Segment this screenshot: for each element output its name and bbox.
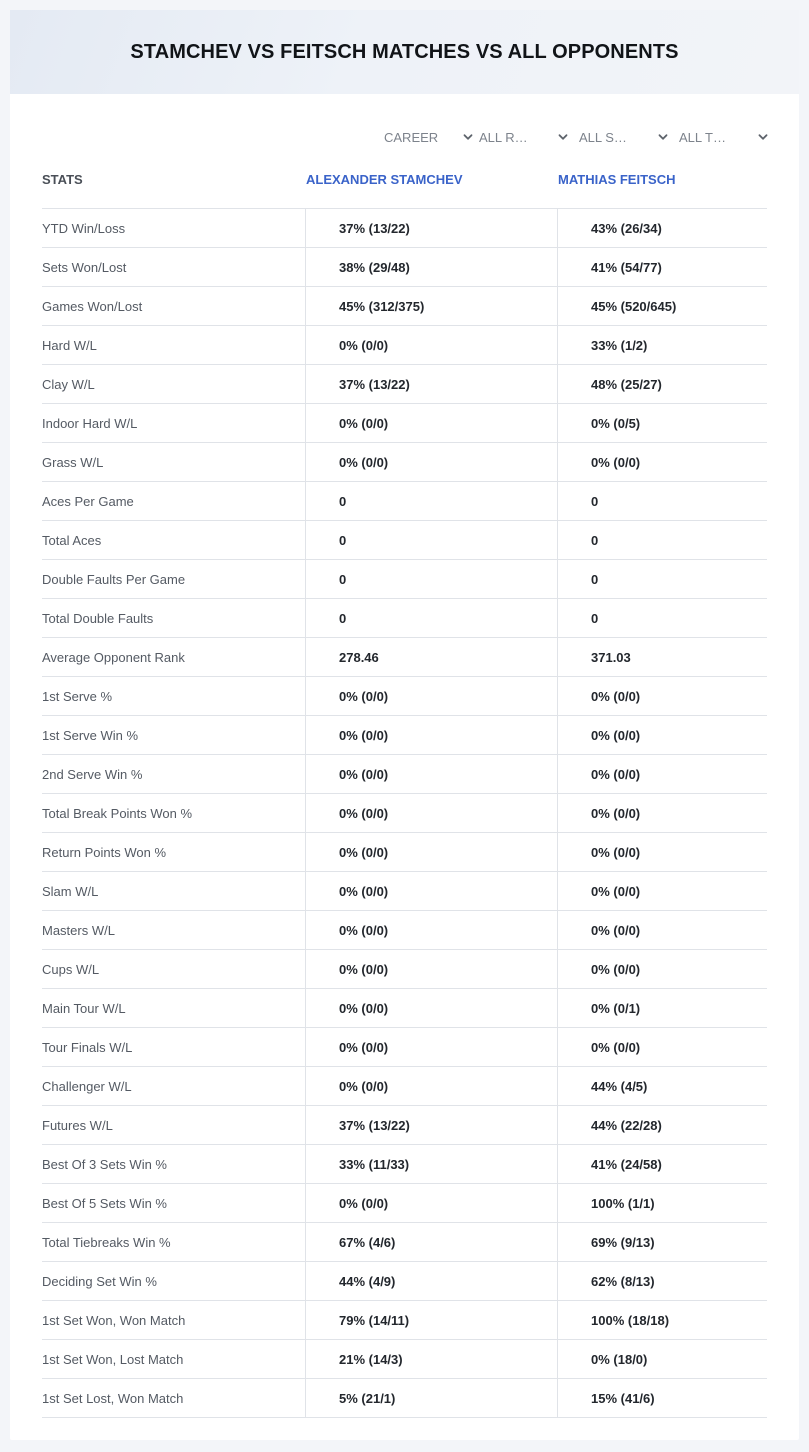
stat-label: Games Won/Lost — [42, 298, 143, 314]
stat-label: Cups W/L — [42, 961, 100, 977]
player1-stat-value: 5% (21/1) — [305, 1379, 557, 1417]
player2-stat-value: 0% (0/1) — [557, 989, 767, 1027]
table-row — [42, 1106, 767, 1145]
stat-label: Best Of 5 Sets Win % — [42, 1195, 167, 1211]
player1-stat-value: 0% (0/0) — [305, 833, 557, 871]
player2-stat-value: 371.03 — [557, 638, 767, 676]
stat-label: Futures W/L — [42, 1117, 113, 1133]
table-row — [42, 1067, 767, 1106]
table-row — [42, 1379, 767, 1418]
table-row — [42, 989, 767, 1028]
player1-stat-value: 79% (14/11) — [305, 1301, 557, 1339]
tournament-filter-select[interactable] — [679, 122, 769, 152]
player2-stat-value: 33% (1/2) — [557, 326, 767, 364]
player2-stat-value: 44% (22/28) — [557, 1106, 767, 1144]
chevron-down-icon — [657, 131, 669, 143]
player1-stat-value: 0% (0/0) — [305, 989, 557, 1027]
player2-stat-value: 0% (0/0) — [557, 677, 767, 715]
player2-name-link[interactable]: MATHIAS FEITSCH — [558, 172, 676, 187]
table-row — [42, 833, 767, 872]
player1-stat-value: 0% (0/0) — [305, 716, 557, 754]
player1-stat-value: 0 — [305, 521, 557, 559]
player2-stat-value: 0 — [557, 560, 767, 598]
stat-label: Total Double Faults — [42, 610, 154, 626]
chevron-down-icon — [757, 131, 769, 143]
stat-label: 1st Set Lost, Won Match — [42, 1390, 184, 1406]
player1-stat-value: 0% (0/0) — [305, 794, 557, 832]
stat-label: Grass W/L — [42, 454, 104, 470]
player2-stat-value: 0% (0/0) — [557, 1028, 767, 1066]
filter-bar — [10, 122, 799, 152]
player2-stat-value: 48% (25/27) — [557, 365, 767, 403]
stats-table — [42, 208, 767, 1418]
stat-label: Slam W/L — [42, 883, 99, 899]
table-row — [42, 755, 767, 794]
table-row — [42, 365, 767, 404]
player1-stat-value: 37% (13/22) — [305, 365, 557, 403]
table-row — [42, 638, 767, 677]
player2-stat-value: 69% (9/13) — [557, 1223, 767, 1261]
table-row — [42, 209, 767, 248]
player2-stat-value: 62% (8/13) — [557, 1262, 767, 1300]
stat-label: Aces Per Game — [42, 493, 134, 509]
stat-label: Masters W/L — [42, 922, 115, 938]
player1-stat-value: 0% (0/0) — [305, 404, 557, 442]
player2-stat-value: 0% (0/0) — [557, 443, 767, 481]
stat-label: 1st Serve Win % — [42, 727, 139, 743]
table-row — [42, 287, 767, 326]
stat-label: Hard W/L — [42, 337, 97, 353]
player1-name-link[interactable]: ALEXANDER STAMCHEV — [306, 172, 463, 187]
player2-stat-value: 0% (0/0) — [557, 950, 767, 988]
stat-label: Return Points Won % — [42, 844, 167, 860]
table-row — [42, 326, 767, 365]
stat-label: Best Of 3 Sets Win % — [42, 1156, 167, 1172]
player1-stat-value: 0% (0/0) — [305, 755, 557, 793]
table-row — [42, 1184, 767, 1223]
tournament-filter-value: ALL T… — [679, 129, 726, 145]
table-row — [42, 677, 767, 716]
table-row — [42, 248, 767, 287]
table-row — [42, 443, 767, 482]
stat-label: 2nd Serve Win % — [42, 766, 143, 782]
round-filter-value: ALL R… — [479, 129, 528, 145]
player2-stat-value: 0 — [557, 482, 767, 520]
player2-stat-value: 43% (26/34) — [557, 209, 767, 247]
stat-label: YTD Win/Loss — [42, 220, 126, 236]
stat-label: Total Tiebreaks Win % — [42, 1234, 171, 1250]
player2-stat-value: 0% (0/0) — [557, 794, 767, 832]
table-row — [42, 1145, 767, 1184]
table-row — [42, 599, 767, 638]
player2-stat-value: 15% (41/6) — [557, 1379, 767, 1417]
stat-label: Clay W/L — [42, 376, 95, 392]
player2-stat-value: 44% (4/5) — [557, 1067, 767, 1105]
player2-stat-value: 0 — [557, 599, 767, 637]
table-row — [42, 1262, 767, 1301]
page-title: STAMCHEV VS FEITSCH MATCHES VS ALL OPPONENTS — [130, 40, 679, 63]
player1-stat-value: 0% (0/0) — [305, 911, 557, 949]
chevron-down-icon — [462, 131, 474, 143]
player1-stat-value: 0% (0/0) — [305, 1067, 557, 1105]
stat-label: Sets Won/Lost — [42, 259, 127, 275]
player1-stat-value: 0% (0/0) — [305, 1028, 557, 1066]
stats-card — [10, 10, 799, 1440]
player2-stat-value: 100% (1/1) — [557, 1184, 767, 1222]
stat-label: Deciding Set Win % — [42, 1273, 157, 1289]
chevron-down-icon — [557, 131, 569, 143]
player1-stat-value: 0% (0/0) — [305, 1184, 557, 1222]
player2-stat-value: 0 — [557, 521, 767, 559]
player1-stat-value: 0 — [305, 599, 557, 637]
stat-label: Double Faults Per Game — [42, 571, 186, 587]
stat-label: Indoor Hard W/L — [42, 415, 138, 431]
stats-column-header: STATS — [42, 172, 83, 187]
stat-label: Main Tour W/L — [42, 1000, 126, 1016]
player2-stat-value: 0% (0/0) — [557, 755, 767, 793]
player1-stat-value: 0% (0/0) — [305, 443, 557, 481]
surface-filter-select[interactable] — [579, 122, 669, 152]
table-row — [42, 1223, 767, 1262]
player2-stat-value: 100% (18/18) — [557, 1301, 767, 1339]
player2-stat-value: 0% (0/0) — [557, 716, 767, 754]
table-row — [42, 521, 767, 560]
player2-stat-value: 0% (0/0) — [557, 911, 767, 949]
stat-label: 1st Serve % — [42, 688, 113, 704]
table-row — [42, 404, 767, 443]
table-row — [42, 911, 767, 950]
table-row — [42, 482, 767, 521]
surface-filter-value: ALL S… — [579, 129, 627, 145]
player1-stat-value: 45% (312/375) — [305, 287, 557, 325]
player1-stat-value: 0% (0/0) — [305, 677, 557, 715]
round-filter-select[interactable] — [479, 122, 569, 152]
player2-stat-value: 41% (54/77) — [557, 248, 767, 286]
stat-label: Tour Finals W/L — [42, 1039, 133, 1055]
player1-stat-value: 21% (14/3) — [305, 1340, 557, 1378]
table-row — [42, 794, 767, 833]
player2-stat-value: 0% (0/0) — [557, 833, 767, 871]
player1-stat-value: 0 — [305, 560, 557, 598]
period-filter-select[interactable] — [384, 122, 474, 152]
stat-label: 1st Set Won, Lost Match — [42, 1351, 184, 1367]
player1-stat-value: 0% (0/0) — [305, 872, 557, 910]
player2-stat-value: 45% (520/645) — [557, 287, 767, 325]
stat-label: 1st Set Won, Won Match — [42, 1312, 186, 1328]
player2-stat-value: 41% (24/58) — [557, 1145, 767, 1183]
player1-stat-value: 0% (0/0) — [305, 326, 557, 364]
table-row — [42, 1301, 767, 1340]
player2-stat-value: 0% (0/5) — [557, 404, 767, 442]
player1-stat-value: 33% (11/33) — [305, 1145, 557, 1183]
card-header — [10, 10, 799, 94]
stat-label: Total Break Points Won % — [42, 805, 193, 821]
player1-stat-value: 278.46 — [305, 638, 557, 676]
player2-stat-value: 0% (0/0) — [557, 872, 767, 910]
player1-stat-value: 44% (4/9) — [305, 1262, 557, 1300]
player1-stat-value: 0 — [305, 482, 557, 520]
table-row — [42, 872, 767, 911]
player1-stat-value: 38% (29/48) — [305, 248, 557, 286]
player2-stat-value: 0% (18/0) — [557, 1340, 767, 1378]
table-row — [42, 716, 767, 755]
stat-label: Challenger W/L — [42, 1078, 132, 1094]
player1-stat-value: 67% (4/6) — [305, 1223, 557, 1261]
stat-label: Total Aces — [42, 532, 102, 548]
table-row — [42, 1340, 767, 1379]
table-row — [42, 950, 767, 989]
player1-stat-value: 0% (0/0) — [305, 950, 557, 988]
table-row — [42, 1028, 767, 1067]
period-filter-value: CAREER — [384, 129, 439, 145]
player1-stat-value: 37% (13/22) — [305, 1106, 557, 1144]
player1-stat-value: 37% (13/22) — [305, 209, 557, 247]
stat-label: Average Opponent Rank — [42, 649, 185, 665]
table-row — [42, 560, 767, 599]
